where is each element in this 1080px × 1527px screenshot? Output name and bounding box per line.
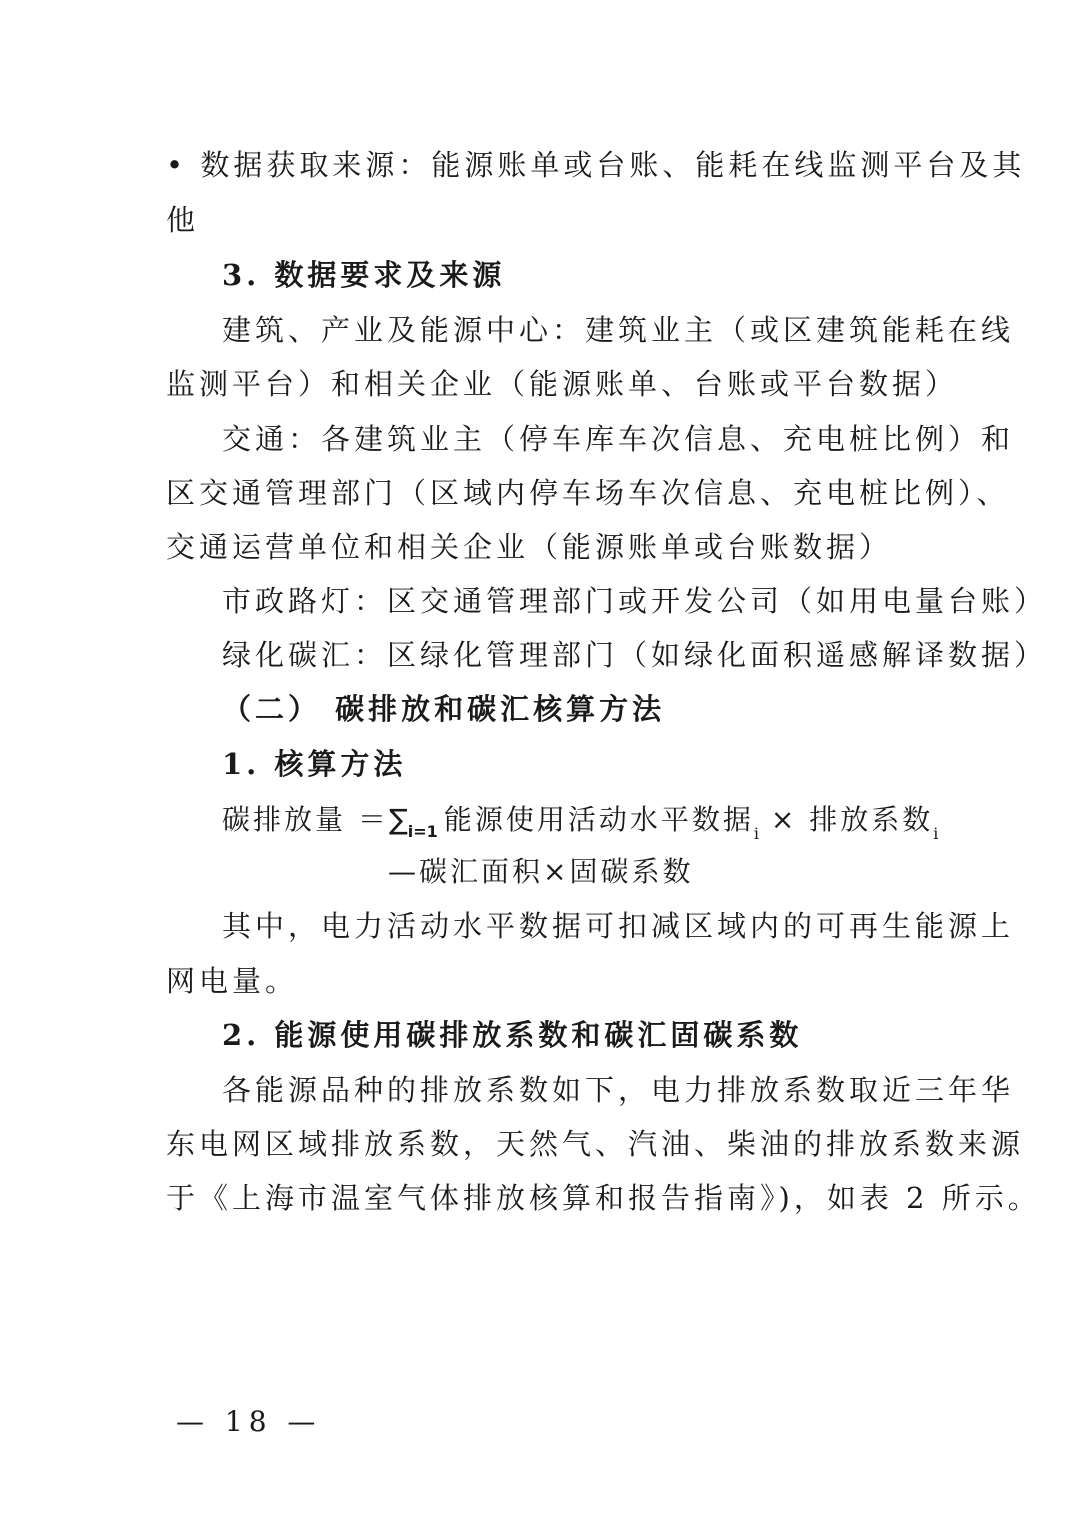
paragraph-building-line2: 监测平台）和相关企业（能源账单、台账或平台数据） [166,367,959,401]
page-number: — 18 — [176,1405,322,1438]
section-heading-accounting-method: （二） 碳排放和碳汇核算方法 [222,692,666,726]
paragraph-traffic-line3: 交通运营单位和相关企业（能源账单或台账数据） [166,530,893,564]
paragraph-traffic-line2: 区交通管理部门（区域内停车场车次信息、充电桩比例）、 [166,476,1010,510]
bullet-data-source-line2: 他 [166,203,200,237]
paragraph-renewable-line1: 其中，电力活动水平数据可扣减区域内的可再生能源上 [222,909,1015,943]
formula-activity-data: 能源使用活动水平数据 [443,803,754,836]
subheading-accounting-method: 1. 核算方法 [222,747,407,781]
paragraph-renewable-line2: 网电量。 [166,964,299,998]
paragraph-street-lights: 市政路灯：区交通管理部门或开发公司（如用电量台账） [222,584,1048,618]
paragraph-green-carbon-sink: 绿化碳汇：区绿化管理部门（如绿化面积遥感解译数据） [222,638,1048,672]
paragraph-building-line1: 建筑、产业及能源中心：建筑业主（或区建筑能耗在线 [222,313,1015,347]
paragraph-factors-line1: 各能源品种的排放系数如下，电力排放系数取近三年华 [222,1073,1015,1107]
section-heading-data-requirements: 3. 数据要求及来源 [222,258,506,292]
formula-sigma: ∑ [388,803,408,836]
formula-line1 [222,800,939,854]
formula-emission-factor: × 排放系数 [758,803,934,836]
formula-line2: —碳汇面积×固碳系数 [388,855,694,888]
bullet-data-source-line1: • 数据获取来源：能源账单或台账、能耗在线监测平台及其 [166,148,1026,182]
paragraph-factors-line3: 于《上海市温室气体排放核算和报告指南》)，如表 2 所示。 [166,1181,1041,1215]
subheading-emission-factors: 2. 能源使用碳排放系数和碳汇固碳系数 [222,1018,803,1052]
formula-lhs: 碳排放量 ＝ [222,803,389,836]
formula-sigma-subscript: i=1 [407,822,438,841]
paragraph-traffic-line1: 交通：各建筑业主（停车库车次信息、充电桩比例）和 [222,422,1015,456]
paragraph-factors-line2: 东电网区域排放系数，天然气、汽油、柴油的排放系数来源 [166,1127,1025,1161]
formula-subscript-i-2: i [933,824,939,843]
formula-subscript-i-1: i [753,824,759,843]
